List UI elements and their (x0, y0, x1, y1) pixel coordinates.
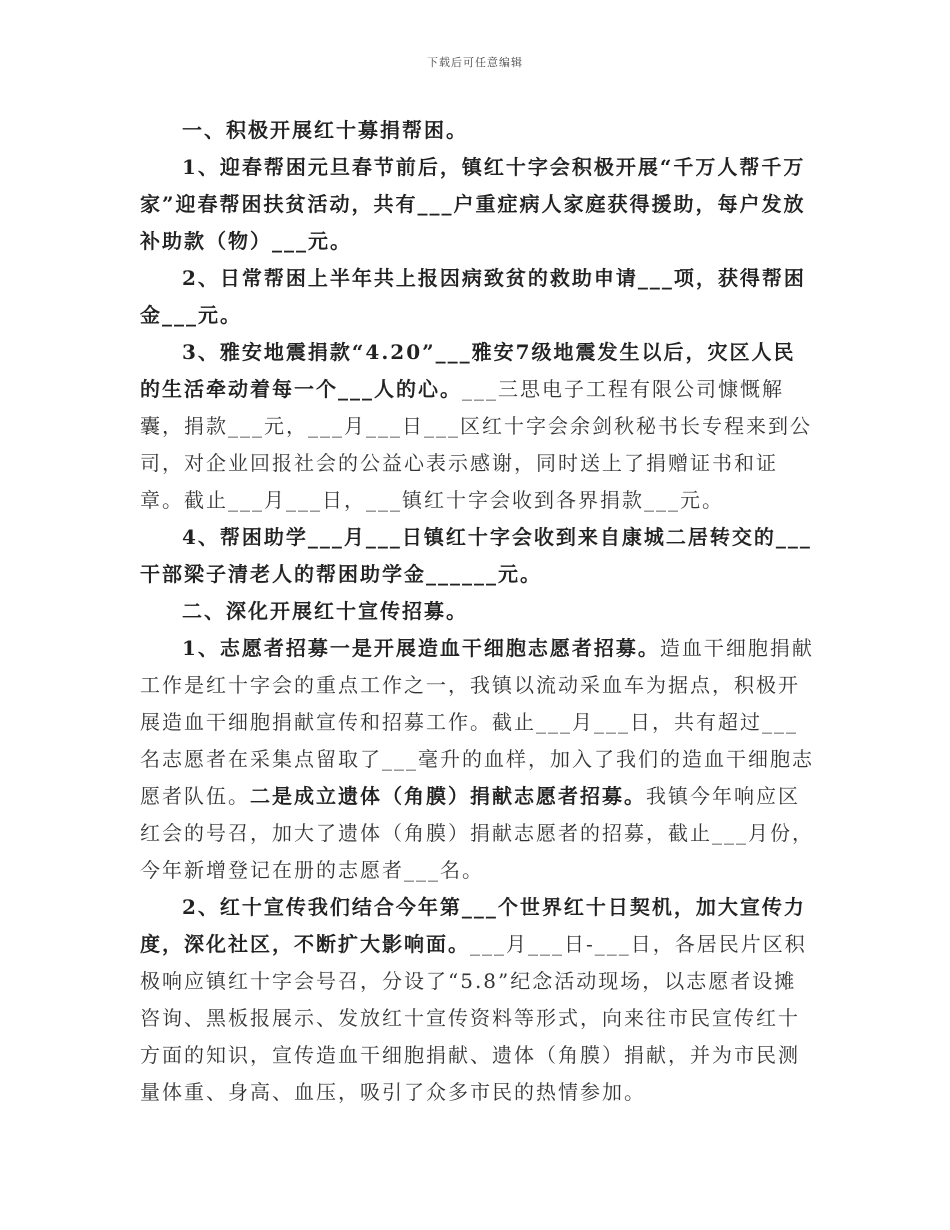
paragraph-3-lead: 3、雅安地震捐款“4.20”___雅安7级地震发生以后，灾区人民的生活牵动着每一个___人的心。 (140, 340, 796, 401)
paragraph-6-body: ___月___日-___日，各居民片区积极响应镇红十字会号召，分设了“5.8”纪念活动现场，以志愿者设摊咨询、黑板报展示、发放红十宣传资料等形式，向来往市民宣传红十方面的知识，宣传造血干细胞捐献、遗体（角膜）捐献，并为市民测量体重、身高、血压，吸引了众多市民的热情参加。 (140, 932, 807, 1104)
paragraph-5-body: 造血干细胞捐献工作是红十字会的重点工作之一，我镇以流动采血车为据点，积极开展造血干细胞捐献宣传和招募工作。截止___月___日，共有超过___名志愿者在采集点留取了___毫升的血样，加入了我们的造血干细胞志愿者队伍。 (140, 636, 814, 808)
paragraph-5-body-2: 我镇今年响应区红会的号召，加大了遗体（角膜）捐献志愿者的招募，截止___月份，今年新增登记在册的志愿者___名。 (140, 784, 814, 882)
paragraph-5-lead-2: 二是成立遗体（角膜）捐献志愿者招募。 (250, 784, 646, 808)
paragraph-5-lead: 1、志愿者招募一是开展造血干细胞志愿者招募。 (182, 636, 660, 660)
section-1-title: 一、积极开展红十募捐帮困。 (182, 118, 468, 142)
paragraph-6 (140, 889, 814, 1111)
paragraph-2: 2、日常帮困上半年共上报因病致贫的救助申请___项，获得帮困金___元。 (140, 266, 806, 327)
paragraph-3-body: ___三思电子工程有限公司慷慨解囊，捐款___元，___月___日___区红十字会余剑秋秘书长专程来到公司，对企业回报社会的公益心表示感谢，同时送上了捐赠证书和证章。截止___月___日，___镇红十字会收到各界捐款___元。 (140, 377, 812, 512)
paragraph-4: 4、帮困助学___月___日镇红十字会收到来自康城二居转交的___干部梁子清老人的帮困助学金______元。 (140, 525, 812, 586)
paragraph-1: 1、迎春帮困元旦春节前后，镇红十字会积极开展“千万人帮千万家”迎春帮困扶贫活动，共有___户重症病人家庭获得援助，每户发放补助款（物）___元。 (140, 155, 806, 253)
paragraph-6-lead: 2、红十宣传我们结合今年第___个世界红十日契机，加大宣传力度，深化社区，不断扩大影响面。 (140, 895, 806, 956)
document-body (140, 112, 814, 1111)
page-header-note: 下载后可任意编辑 (427, 56, 523, 69)
paragraph-5 (140, 630, 814, 889)
paragraph-3 (140, 334, 814, 519)
section-2-title: 二、深化开展红十宣传招募。 (182, 599, 468, 623)
